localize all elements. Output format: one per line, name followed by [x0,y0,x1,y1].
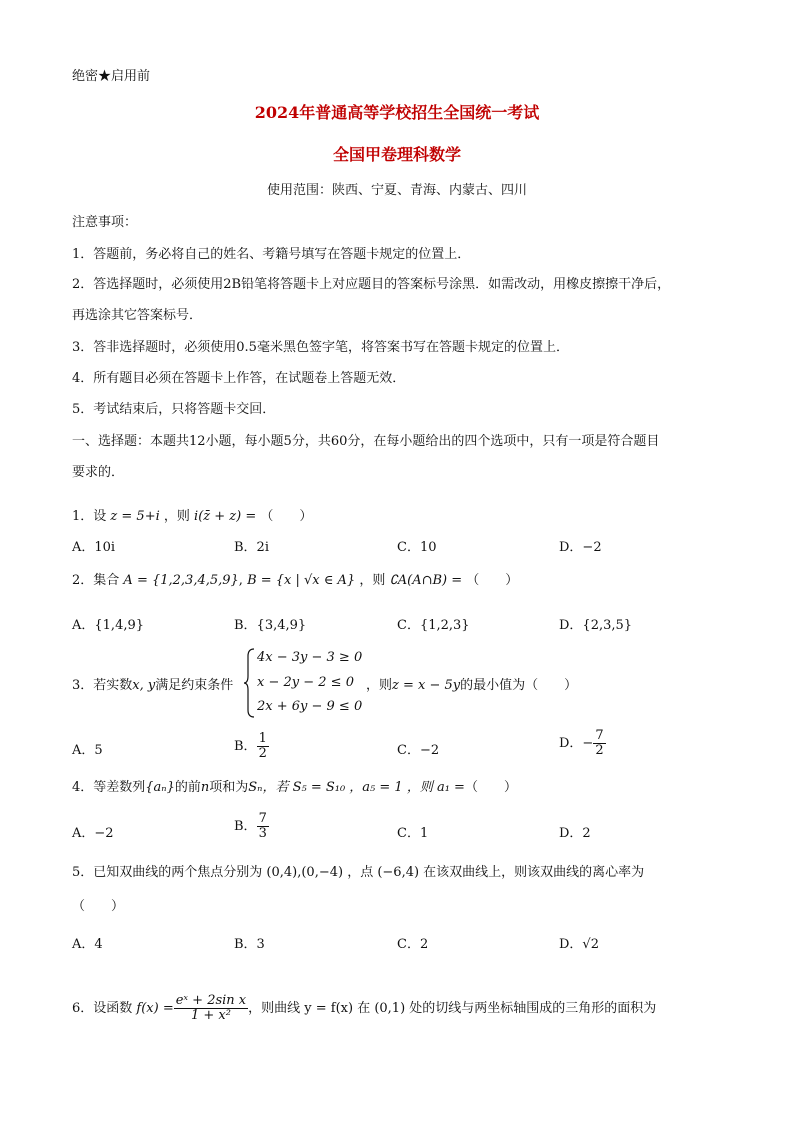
q1-blank: （ ） [260,509,313,524]
note-item: 5．考试结束后，只将答题卡交回． [72,402,276,417]
note-item: 3．答非选择题时，必须使用0.5毫米黑色签字笔，将答案书写在答题卡规定的位置上． [72,340,569,355]
q3-mid: 满足约束条件 [155,678,234,693]
section-instructions: 要求的． [72,465,125,480]
q1-mid: ，则 [163,509,190,524]
q3-d-fraction: $\frac{7}{2}$ [595,728,604,758]
q2-choice-d: D．{2,3,5} [559,618,633,633]
q3-vars: x, y [132,678,156,693]
question-6: 6．设函数 f(x) = $\frac{\text{eˣ + 2sin x}}{\text{1 + x²}}$ ，则曲线 y = f(x) 在 (0,1) 处的切线与两坐标轴围成的三角形的面积为 [72,993,657,1023]
q3-b-fraction: $\frac{1}{2}$ [258,731,267,761]
q2-set-a: A = {1,2,3,4,5,9} [123,573,239,588]
q2-choice-c: C．{1,2,3} [397,618,470,633]
exam-title: 2024年普通高等学校招生全国统一考试 [254,103,540,122]
q5-choice-c: C．2 [397,937,429,952]
q2-choice-a: A．{1,4,9} [72,618,145,633]
q3-constraint-2: x − 2y − 2 ≤ 0 [257,675,354,690]
q2-expr: ∁A(A∩B) = [389,573,463,588]
q1-expr: i(z̄ + z) = [194,509,257,524]
q2-set-b: B = {x | √x ∈ A} [247,573,356,588]
q3-choice-b: B． $\frac{1}{2}$ [234,731,267,761]
q2-prefix: 2．集合 [72,573,120,588]
exam-subtitle: 全国甲卷理科数学 [332,145,461,164]
q1-choice-c: C．10 [397,540,437,555]
note-item: 1．答题前，务必将自己的姓名、考籍号填写在答题卡规定的位置上． [72,247,471,262]
q4-b-fraction: $\frac{7}{3}$ [258,811,267,841]
question-5-blank: （ ） [72,899,125,914]
q4-choice-c: C．1 [397,826,429,841]
q1-z: z = 5+i [110,509,160,524]
q4-choice-d: D．2 [559,826,591,841]
q3-target: z = x − 5y [392,678,461,693]
question-3-tail [366,677,577,695]
q3-constraint-3: 2x + 6y − 9 ≤ 0 [257,699,363,714]
constraint-brace [244,648,256,718]
q6-fraction: $\frac{\text{eˣ + 2sin x}}{\text{1 + x²}}$ [175,993,247,1023]
q1-choice-b: B．2i [234,540,269,555]
q4-seq: {aₙ} [145,780,175,795]
section-instructions: 一、选择题：本题共12小题，每小题5分，共60分，在每小题给出的四个选项中，只有一项是符合题目 [72,434,660,449]
q3-post: ，则 [366,678,393,693]
q5-choice-a: A．4 [72,937,103,952]
q3-choice-c: C．−2 [397,743,440,758]
question-5: 5．已知双曲线的两个焦点分别为 (0,4),(0,−4) ，点 (−6,4) 在该双曲线上，则该双曲线的离心率为 [72,865,645,880]
q2-blank: （ ） [466,573,519,588]
q3-tail: 的最小值为（ ） [460,678,578,693]
usage-scope: 使用范围：陕西、宁夏、青海、内蒙古、四川 [266,183,527,198]
q4-condition: ，若 S₅ = S₁₀ ，a₅ = 1 ，则 a₁ = [262,780,465,795]
question-2: 2．集合 A = {1,2,3,4,5,9}, B = {x | √x ∈ A} ，则 ∁A(A∩B) = （ ） [72,573,519,588]
q5-choice-b: B．3 [234,937,265,952]
q4-choice-b: B． $\frac{7}{3}$ [234,811,267,841]
note-item: 再选涂其它答案标号． [72,308,203,323]
q3-constraint-1: 4x − 3y − 3 ≥ 0 [257,650,363,665]
q1-choice-a: A．10i [72,540,116,555]
q4-choice-a: A．−2 [72,826,114,841]
q1-prefix: 1．设 [72,509,107,524]
q2-choice-b: B．{3,4,9} [234,618,307,633]
q3-choice-d: D．− $\frac{7}{2}$ [559,728,604,758]
notes-heading: 注意事项： [72,215,138,230]
q1-choice-d: D．−2 [559,540,602,555]
question-4: 4．等差数列{aₙ}的前n项和为Sₙ，若 S₅ = S₁₀ ，a₅ = 1 ，则 a₁ =（ ） [72,780,517,795]
q2-mid: ，则 [359,573,386,588]
note-item: 2．答选择题时，必须使用2B铅笔将答题卡上对应题目的答案标号涂黑．如需改动，用橡皮擦擦干净后， [72,277,671,292]
note-item: 4．所有题目必须在答题卡上作答，在试题卷上答题无效． [72,371,406,386]
q5-choice-d: D．√2 [559,937,599,952]
question-3-lead [72,677,233,695]
secret-label: 绝密★启用前 [72,69,151,84]
question-1 [72,508,312,526]
q3-prefix: 3．若实数 [72,678,133,693]
q3-choice-a: A．5 [72,743,103,758]
